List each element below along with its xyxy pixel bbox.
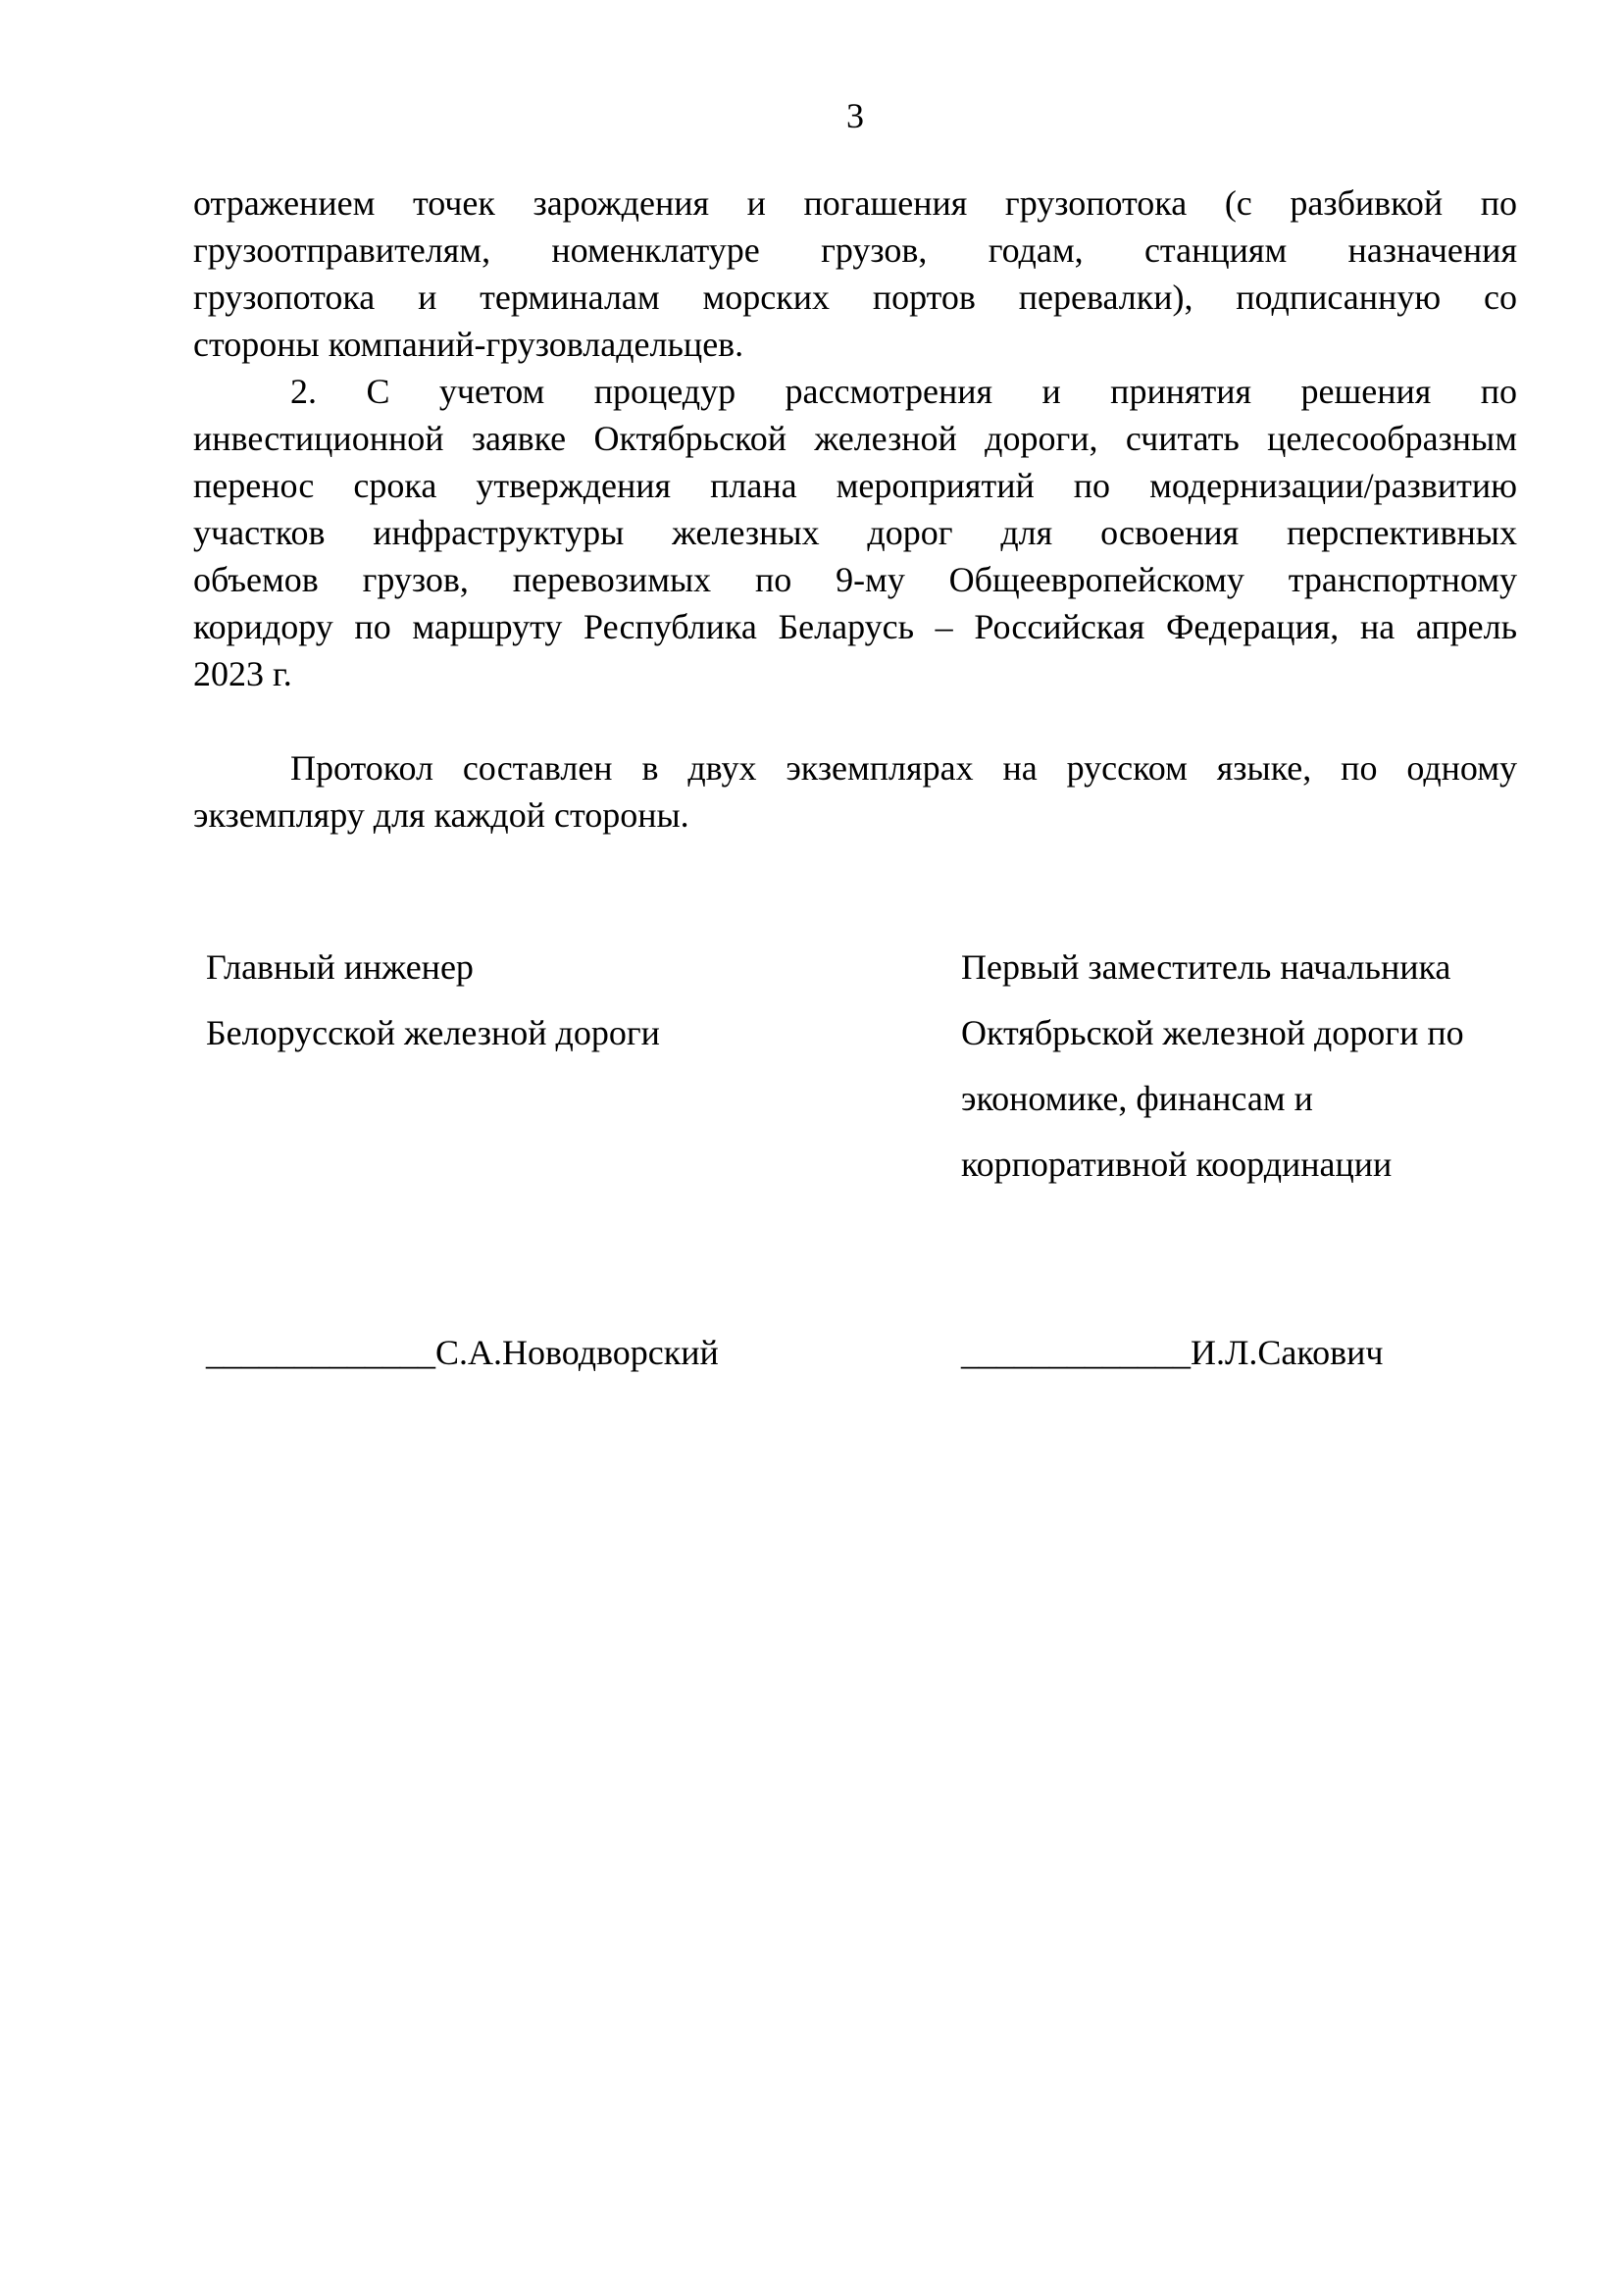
signature-blank-left: _____________ (206, 1333, 435, 1372)
signatory-title-line: Первый заместитель начальника (961, 947, 1451, 987)
signatory-title-line: Белорусской железной дороги (206, 1013, 660, 1052)
text-line: объемов грузов, перевозимых по 9-му Общеевропейскому транспортному (193, 560, 1517, 599)
signature-blank-right: _____________ (961, 1333, 1191, 1372)
text-line: экземпляру для каждой стороны. (193, 795, 689, 835)
signatory-right-name: И.Л.Сакович (1191, 1333, 1384, 1372)
text-line: 2. С учетом процедур рассмотрения и принятия решения по (290, 372, 1517, 411)
text-line: перенос срока утверждения плана мероприятий по модернизации/развитию (193, 466, 1517, 505)
signatory-title-line: Октябрьской железной дороги по (961, 1013, 1464, 1052)
signatory-title-line: корпоративной координации (961, 1145, 1393, 1184)
text-line: отражением точек зарождения и погашения грузопотока (с разбивкой по (193, 183, 1517, 223)
signature-titles-row (193, 935, 1517, 1198)
signatory-left-name: С.А.Новодворский (435, 1333, 719, 1372)
paragraph (193, 744, 1517, 839)
document-body (193, 179, 1517, 839)
text-line: 2023 г. (193, 654, 292, 693)
paragraph (193, 368, 1517, 697)
signatory-title-line: экономике, финансам и (961, 1079, 1313, 1118)
text-line: Протокол составлен в двух экземплярах на русском языке, по одному (290, 748, 1517, 788)
signature-names-row (193, 1329, 1517, 1376)
page-number: 3 (846, 96, 864, 135)
text-line: коридору по маршруту Республика Беларусь – Российская Федерация, на апрель (193, 607, 1517, 646)
text-line: грузопотока и терминалам морских портов перевалки), подписанную со (193, 278, 1517, 317)
text-line: инвестиционной заявке Октябрьской железной дороги, считать целесообразным (193, 419, 1517, 458)
text-line: стороны компаний-грузовладельцев. (193, 325, 744, 364)
signature-right (961, 1329, 1517, 1376)
signatory-right-title (961, 935, 1517, 1198)
signatory-left-title (193, 935, 961, 1198)
text-line: грузоотправителям, номенклатуре грузов, годам, станциям назначения (193, 230, 1517, 270)
signature-left (193, 1329, 961, 1376)
paragraph (193, 179, 1517, 368)
signatory-title-line: Главный инженер (206, 947, 474, 987)
text-line: участков инфраструктуры железных дорог для освоения перспективных (193, 513, 1517, 552)
